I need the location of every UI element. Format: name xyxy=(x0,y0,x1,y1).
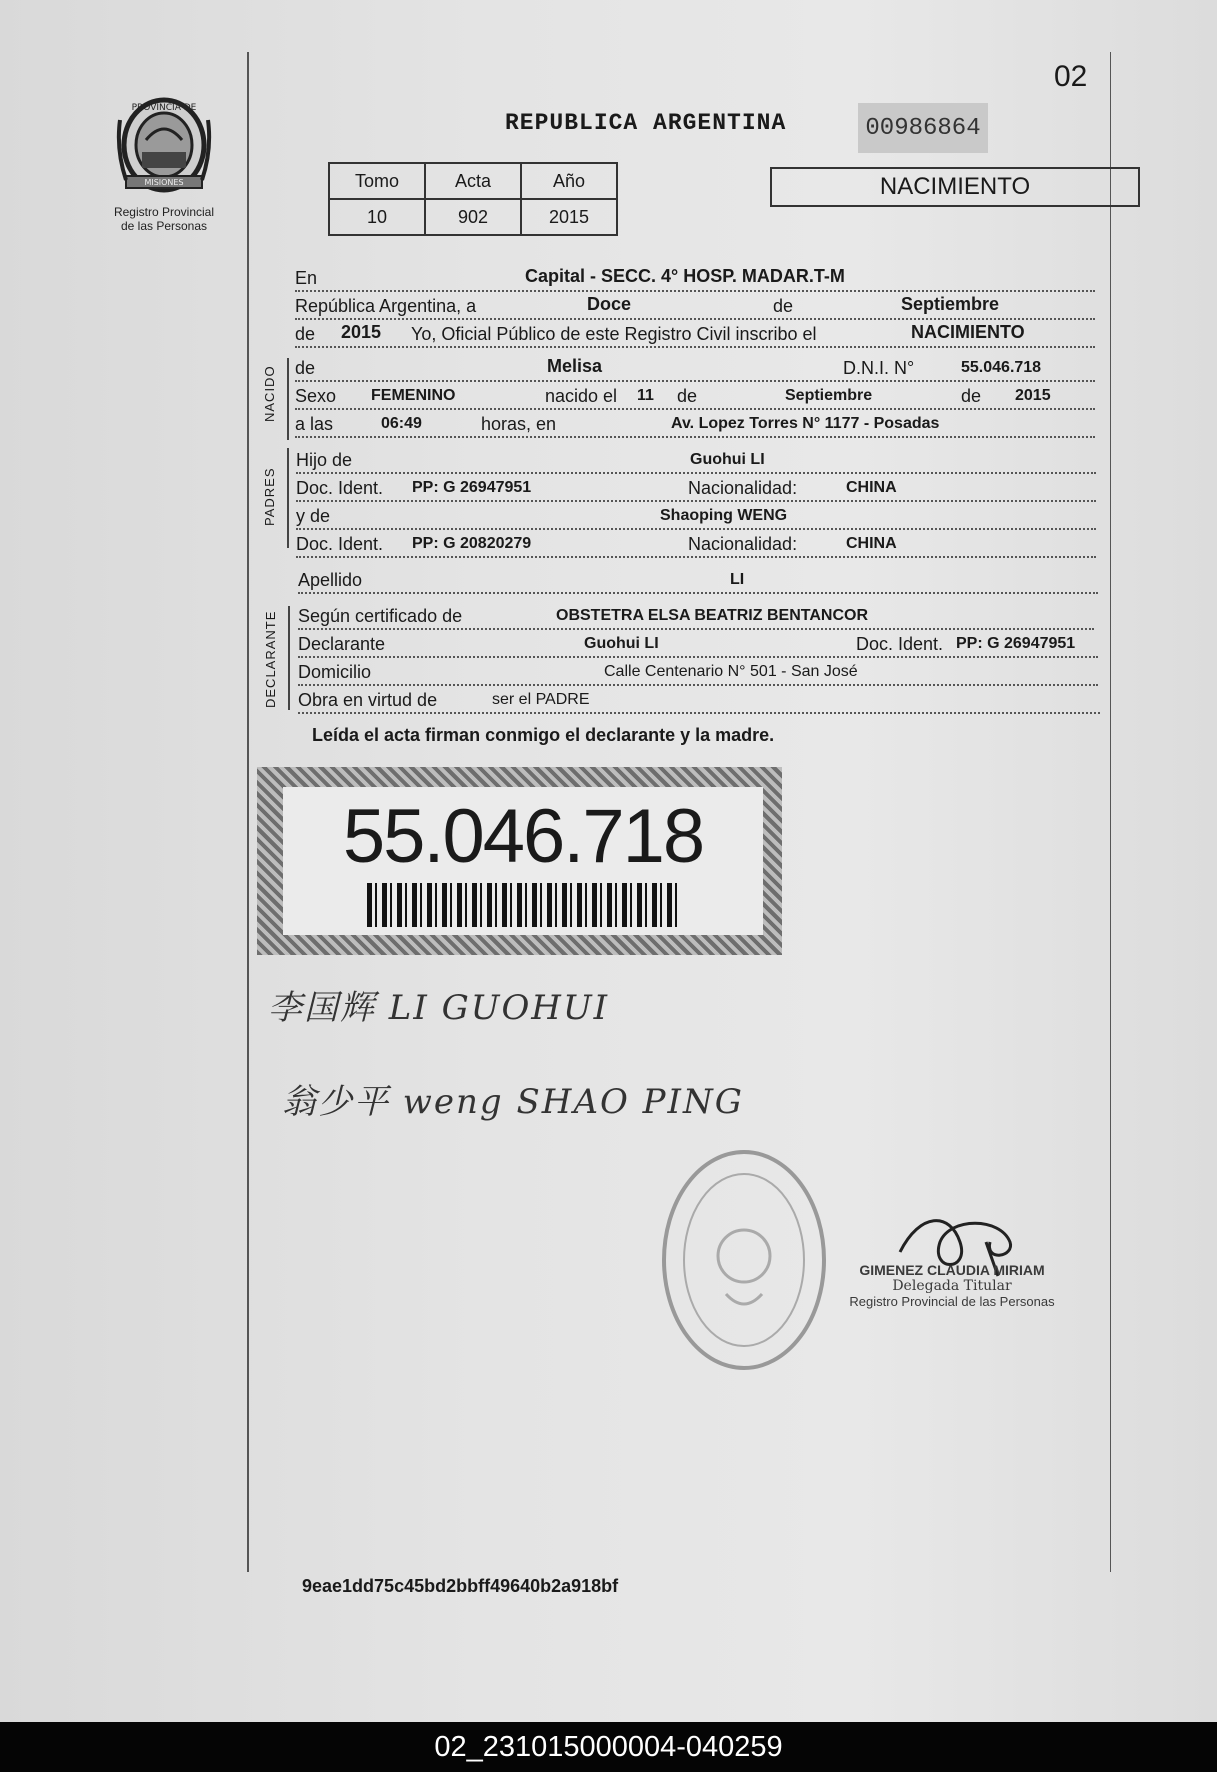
birth-de-label-2: de xyxy=(961,386,982,406)
inscribe-label: Yo, Oficial Público de este Registro Civil inscribo el xyxy=(411,324,817,344)
official-block xyxy=(832,1262,1072,1309)
declarant-row xyxy=(298,630,1098,658)
born-name-label: de xyxy=(295,358,316,378)
country-heading: REPUBLICA ARGENTINA xyxy=(505,110,787,136)
birth-de-label: de xyxy=(677,386,698,406)
dni-sticker xyxy=(257,767,782,955)
serial-number: 00986864 xyxy=(858,103,988,153)
time-label: a las xyxy=(295,414,334,434)
born-time-row xyxy=(295,410,1095,438)
certificate-row xyxy=(298,602,1094,630)
dni-label: D.N.I. N° xyxy=(843,358,915,378)
father-value: Guohui LI xyxy=(690,451,765,468)
province-crest-icon xyxy=(116,90,212,200)
tomo-value: 10 xyxy=(329,199,425,235)
capacity-row xyxy=(298,686,1100,714)
tomo-header: Tomo xyxy=(329,163,425,199)
mother-row xyxy=(296,502,1096,530)
svg-text:PROVINCIA DE: PROVINCIA DE xyxy=(131,103,197,113)
official-role: Delegada Titular xyxy=(892,1278,1012,1294)
father-doc-row xyxy=(296,474,1096,502)
acta-header: Acta xyxy=(425,163,521,199)
hours-label: horas, en xyxy=(481,414,557,434)
handwritten-mother-name: 翁少平 weng SHAO PING xyxy=(282,1082,744,1122)
birth-day-value: 11 xyxy=(637,387,654,404)
mother-doc-row xyxy=(296,530,1096,558)
declarant-doc-value: PP: G 26947951 xyxy=(956,635,1076,652)
declarante-section-bar xyxy=(288,606,290,710)
born-name-value: Melisa xyxy=(547,356,603,376)
country-label: República Argentina, a xyxy=(295,296,477,316)
address-value: Calle Centenario N° 501 - San José xyxy=(604,663,858,680)
mother-doc-label: Doc. Ident. xyxy=(296,534,384,554)
year-value: 2015 xyxy=(341,322,382,342)
month-value: Septiembre xyxy=(901,294,1000,314)
mother-doc-value: PP: G 20820279 xyxy=(412,535,532,552)
father-nationality-label: Nacionalidad: xyxy=(688,478,798,498)
official-name: GIMENEZ CLAUDIA MIRIAM xyxy=(859,1262,1045,1278)
surname-value: LI xyxy=(730,571,745,588)
file-name-bar: 02_231015000004-040259 xyxy=(0,1722,1217,1772)
year-label: de xyxy=(295,324,316,344)
father-row xyxy=(296,446,1096,474)
sticker-dni-number: 55.046.718 xyxy=(342,794,704,879)
sex-label: Sexo xyxy=(295,386,337,406)
address-label: Domicilio xyxy=(298,662,372,682)
padres-section-label: PADRES xyxy=(262,467,277,526)
declarant-label: Declarante xyxy=(298,634,386,654)
birth-year-value: 2015 xyxy=(1015,387,1051,404)
acta-value: 902 xyxy=(425,199,521,235)
nacido-section-bar xyxy=(287,358,289,440)
time-value: 06:49 xyxy=(381,415,422,432)
record-type-box: NACIMIENTO xyxy=(770,167,1140,207)
nacido-section-label: NACIDO xyxy=(262,365,277,422)
official-office: Registro Provincial de las Personas xyxy=(849,1294,1055,1309)
capacity-value: ser el PADRE xyxy=(492,691,590,708)
mother-label: y de xyxy=(296,506,331,526)
born-name-row xyxy=(295,354,1095,382)
declarant-value: Guohui LI xyxy=(584,635,659,652)
born-sex-row xyxy=(295,382,1095,410)
official-seal-icon xyxy=(656,1144,832,1376)
mother-nationality-label: Nacionalidad: xyxy=(688,534,798,554)
mother-value: Shaoping WENG xyxy=(660,507,788,524)
capacity-label: Obra en virtud de xyxy=(298,690,438,710)
registry-label: Registro Provincial de las Personas xyxy=(113,205,215,233)
place-row xyxy=(295,264,1095,292)
registry-crest-block xyxy=(105,90,223,233)
father-label: Hijo de xyxy=(296,450,353,470)
declarant-doc-label: Doc. Ident. xyxy=(856,634,944,654)
inscribe-row xyxy=(295,320,1095,348)
born-on-label: nacido el xyxy=(545,386,618,406)
declarante-section-label: DECLARANTE xyxy=(263,610,278,708)
day-word-value: Doce xyxy=(587,294,632,314)
mother-nationality-value: CHINA xyxy=(846,535,897,552)
surname-label: Apellido xyxy=(298,570,363,590)
father-nationality-value: CHINA xyxy=(846,479,897,496)
certificate-label: Según certificado de xyxy=(298,606,463,626)
anio-header: Año xyxy=(521,163,617,199)
right-margin-line xyxy=(1110,52,1111,1572)
anio-value: 2015 xyxy=(521,199,617,235)
date-row xyxy=(295,292,1095,320)
barcode-icon xyxy=(367,883,677,927)
dni-value: 55.046.718 xyxy=(961,359,1042,376)
place-value: Capital - SECC. 4° HOSP. MADAR.T-M xyxy=(525,266,845,286)
page-number: 02 xyxy=(1054,60,1088,93)
handwritten-father-name: 李国辉 LI GUOHUI xyxy=(268,988,610,1028)
birth-month-value: Septiembre xyxy=(785,387,873,404)
surname-row xyxy=(298,566,1098,594)
book-reference-table xyxy=(328,162,618,236)
svg-text:MISIONES: MISIONES xyxy=(144,178,184,187)
document-hash: 9eae1dd75c45bd2bbff49640b2a918bf xyxy=(302,1576,619,1596)
place-label: En xyxy=(295,268,318,288)
dni-sticker-label xyxy=(283,787,763,935)
book-header-row xyxy=(329,163,617,199)
inscribe-value: NACIMIENTO xyxy=(911,322,1025,342)
father-doc-label: Doc. Ident. xyxy=(296,478,384,498)
de-label: de xyxy=(773,296,794,316)
birth-place-value: Av. Lopez Torres N° 1177 - Posadas xyxy=(671,415,940,432)
closing-statement: Leída el acta firman conmigo el declarante y la madre. xyxy=(312,725,775,745)
certificate-value: OBSTETRA ELSA BEATRIZ BENTANCOR xyxy=(556,607,868,624)
sex-value: FEMENINO xyxy=(371,387,456,404)
father-doc-value: PP: G 26947951 xyxy=(412,479,532,496)
padres-section-bar xyxy=(287,448,289,548)
left-margin-line xyxy=(247,52,249,1572)
book-value-row xyxy=(329,199,617,235)
address-row xyxy=(298,658,1098,686)
